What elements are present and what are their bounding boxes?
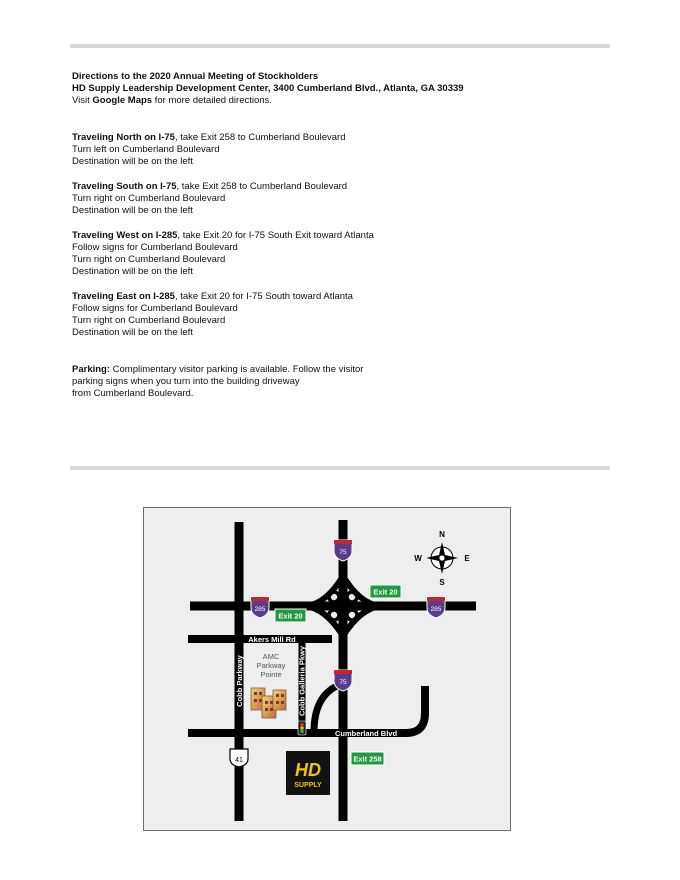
svg-text:41: 41 [235, 757, 243, 764]
amc-parkway-pointe [251, 652, 286, 718]
directions-east-i285 [72, 291, 612, 339]
i75-shield-icon [334, 540, 352, 561]
compass-n: N [439, 530, 445, 539]
traffic-light-icon [298, 721, 306, 735]
direction-heading: Traveling South on I-75 [72, 181, 177, 192]
venue-address: HD Supply Leadership Development Center, 3400 Cumberland Blvd., Atlanta, GA 30339 [72, 83, 464, 94]
i285-shield-icon [427, 597, 445, 618]
direction-heading: Traveling East on I-285 [72, 291, 175, 302]
parking-line: Complimentary visitor parking is available. Follow the visitor [110, 364, 364, 375]
direction-step: Destination will be on the left [72, 205, 193, 216]
direction-first: , take Exit 258 to Cumberland Boulevard [176, 181, 348, 192]
amc-label: Pointe [260, 670, 282, 679]
interchange-loop [329, 592, 339, 602]
visit-line [72, 95, 612, 107]
interchange-loop [347, 592, 357, 602]
parking-line: parking signs when you turn into the building driveway [72, 376, 300, 387]
direction-step: Turn left on Cumberland Boulevard [72, 144, 220, 155]
direction-first: , take Exit 20 for I-75 South Exit toward Atlanta [177, 230, 374, 241]
svg-text:Exit 20: Exit 20 [278, 611, 303, 621]
google-maps-link[interactable]: Google Maps [92, 95, 153, 106]
amc-label: Parkway [256, 661, 286, 670]
direction-step: Follow signs for Cumberland Boulevard [72, 242, 238, 253]
direction-step: Turn right on Cumberland Boulevard [72, 254, 226, 265]
page-title: Directions to the 2020 Annual Meeting of Stockholders [72, 71, 319, 82]
direction-heading: Traveling West on I-285 [72, 230, 178, 241]
akers-mill-label: Akers Mill Rd [248, 635, 296, 644]
svg-text:SUPPLY: SUPPLY [294, 782, 322, 789]
svg-text:75: 75 [339, 549, 347, 556]
compass-e: E [464, 554, 470, 563]
compass-s: S [439, 578, 445, 587]
top-divider [70, 44, 610, 48]
interchange-loop [347, 610, 357, 620]
direction-first: , take Exit 258 to Cumberland Boulevard [174, 132, 346, 143]
directions-south-i75 [72, 181, 612, 217]
exit-258-sign [351, 752, 384, 765]
interchange-loop [329, 610, 339, 620]
amc-label: AMC [262, 652, 280, 661]
direction-heading: Traveling North on I-75 [72, 132, 175, 143]
compass-rose-icon [414, 530, 470, 587]
exit-20-sign [275, 609, 306, 622]
direction-step: Destination will be on the left [72, 156, 193, 167]
svg-text:Exit 258: Exit 258 [353, 754, 382, 764]
i75-ramp-curve [314, 686, 337, 732]
buildings-icon [251, 688, 286, 718]
parking-info [72, 364, 612, 400]
bottom-divider [70, 466, 610, 470]
compass-w: W [414, 554, 422, 563]
cobb-parkway-label: Cobb Parkway [235, 655, 244, 707]
cumberland-east-curve [406, 686, 425, 733]
direction-step: Destination will be on the left [72, 327, 193, 338]
i75-shield-icon [334, 670, 352, 691]
parking-heading: Parking: [72, 364, 111, 375]
direction-step: Follow signs for Cumberland Boulevard [72, 303, 238, 314]
directions-west-i285 [72, 230, 612, 278]
direction-first: , take Exit 20 for I-75 South toward Atlanta [174, 291, 353, 302]
i285-shield-icon [251, 597, 269, 618]
svg-text:75: 75 [339, 679, 347, 686]
document-body [72, 71, 612, 400]
exit-20-sign [370, 585, 401, 598]
svg-text:285: 285 [254, 606, 266, 613]
svg-text:HD: HD [295, 760, 321, 780]
hd-supply-logo [286, 751, 330, 795]
directions-north-i75 [72, 132, 612, 168]
direction-step: Turn right on Cumberland Boulevard [72, 193, 226, 204]
cobb-galleria-label: Cobb Galleria Pkwy [297, 645, 307, 717]
svg-text:285: 285 [430, 606, 442, 613]
cumberland-label: Cumberland Blvd [334, 729, 398, 738]
us41-shield-icon [230, 749, 248, 767]
location-map [143, 507, 511, 831]
visit-suffix: for more detailed directions. [152, 95, 272, 106]
road-network [188, 520, 476, 821]
parking-line: from Cumberland Boulevard. [72, 388, 194, 399]
direction-step: Turn right on Cumberland Boulevard [72, 315, 226, 326]
svg-text:Exit 20: Exit 20 [373, 587, 398, 597]
visit-prefix: Visit [72, 95, 93, 106]
direction-step: Destination will be on the left [72, 266, 193, 277]
